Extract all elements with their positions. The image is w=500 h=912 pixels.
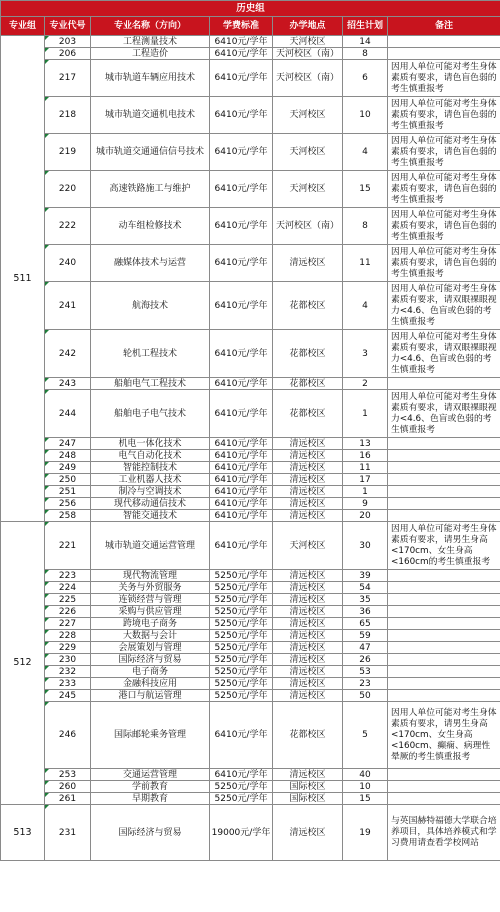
- table-row: [1, 510, 500, 522]
- campus-cell: 清远校区: [273, 462, 343, 474]
- note-cell: 与英国赫特福德大学联合培养项目，具体培养模式和学习费用请查看学校网站: [388, 805, 500, 861]
- fee-cell: 6410元/学年: [210, 378, 273, 390]
- fee-cell: 5250元/学年: [210, 690, 273, 702]
- plan-cell: 15: [343, 171, 388, 208]
- fee-cell: 6410元/学年: [210, 330, 273, 378]
- code-cell: 220: [45, 171, 91, 208]
- table-row: [1, 282, 500, 330]
- code-cell: 242: [45, 330, 91, 378]
- name-cell: 城市轨道交通运营管理: [91, 522, 210, 570]
- header-name: 专业名称（方向）: [91, 17, 210, 36]
- campus-cell: 清远校区: [273, 642, 343, 654]
- code-cell: 243: [45, 378, 91, 390]
- code-cell: 248: [45, 450, 91, 462]
- code-cell: 245: [45, 690, 91, 702]
- table-row: [1, 606, 500, 618]
- fee-cell: 5250元/学年: [210, 642, 273, 654]
- name-cell: 船舶电子电气技术: [91, 390, 210, 438]
- name-cell: 国际经济与贸易: [91, 805, 210, 861]
- code-cell: 256: [45, 498, 91, 510]
- table-row: [1, 594, 500, 606]
- plan-cell: 39: [343, 570, 388, 582]
- table-row: [1, 570, 500, 582]
- name-cell: 电子商务: [91, 666, 210, 678]
- name-cell: 智能控制技术: [91, 462, 210, 474]
- note-cell: [388, 630, 500, 642]
- campus-cell: 花都校区: [273, 282, 343, 330]
- name-cell: 现代物流管理: [91, 570, 210, 582]
- note-cell: [388, 510, 500, 522]
- table-row: [1, 486, 500, 498]
- name-cell: 会展策划与管理: [91, 642, 210, 654]
- header-row: [1, 17, 500, 36]
- fee-cell: 6410元/学年: [210, 97, 273, 134]
- campus-cell: 清远校区: [273, 630, 343, 642]
- code-cell: 223: [45, 570, 91, 582]
- fee-cell: 6410元/学年: [210, 498, 273, 510]
- name-cell: 智能交通技术: [91, 510, 210, 522]
- table-row: [1, 48, 500, 60]
- name-cell: 制冷与空调技术: [91, 486, 210, 498]
- fee-cell: 6410元/学年: [210, 486, 273, 498]
- code-cell: 261: [45, 793, 91, 805]
- name-cell: 连锁经营与管理: [91, 594, 210, 606]
- table-row: [1, 134, 500, 171]
- table-row: [1, 678, 500, 690]
- code-cell: 258: [45, 510, 91, 522]
- plan-cell: 20: [343, 510, 388, 522]
- campus-cell: 清远校区: [273, 450, 343, 462]
- campus-cell: 天河校区: [273, 134, 343, 171]
- table-row: [1, 97, 500, 134]
- name-cell: 融媒体技术与运营: [91, 245, 210, 282]
- table-row: [1, 378, 500, 390]
- campus-cell: 天河校区: [273, 97, 343, 134]
- name-cell: 采购与供应管理: [91, 606, 210, 618]
- plan-cell: 54: [343, 582, 388, 594]
- table-row: [1, 769, 500, 781]
- campus-cell: 清远校区: [273, 805, 343, 861]
- table-title: 历史组: [1, 1, 500, 17]
- note-cell: [388, 498, 500, 510]
- name-cell: 城市轨道交通机电技术: [91, 97, 210, 134]
- code-cell: 229: [45, 642, 91, 654]
- plan-cell: 5: [343, 702, 388, 769]
- table-row: [1, 654, 500, 666]
- fee-cell: 6410元/学年: [210, 208, 273, 245]
- fee-cell: 6410元/学年: [210, 522, 273, 570]
- table-row: [1, 498, 500, 510]
- note-cell: [388, 594, 500, 606]
- code-cell: 247: [45, 438, 91, 450]
- campus-cell: 天河校区: [273, 171, 343, 208]
- note-cell: [388, 666, 500, 678]
- note-cell: 因用人单位可能对考生身体素质有要求，请双眼裸眼视力<4.6、色盲或色弱的考生慎重报考: [388, 330, 500, 378]
- fee-cell: 6410元/学年: [210, 769, 273, 781]
- plan-cell: 53: [343, 666, 388, 678]
- plan-cell: 8: [343, 208, 388, 245]
- note-cell: [388, 793, 500, 805]
- code-cell: 246: [45, 702, 91, 769]
- code-cell: 206: [45, 48, 91, 60]
- plan-cell: 13: [343, 438, 388, 450]
- table-row: [1, 582, 500, 594]
- name-cell: 工程造价: [91, 48, 210, 60]
- fee-cell: 6410元/学年: [210, 510, 273, 522]
- plan-cell: 1: [343, 486, 388, 498]
- name-cell: 国际邮轮乘务管理: [91, 702, 210, 769]
- plan-cell: 3: [343, 330, 388, 378]
- table-row: [1, 522, 500, 570]
- plan-cell: 2: [343, 378, 388, 390]
- plan-cell: 30: [343, 522, 388, 570]
- campus-cell: 花都校区: [273, 330, 343, 378]
- fee-cell: 5250元/学年: [210, 666, 273, 678]
- fee-cell: 19000元/学年: [210, 805, 273, 861]
- table-row: [1, 642, 500, 654]
- name-cell: 现代移动通信技术: [91, 498, 210, 510]
- name-cell: 机电一体化技术: [91, 438, 210, 450]
- note-cell: 因用人单位可能对考生身体素质有要求，请色盲色弱的考生慎重报考: [388, 208, 500, 245]
- fee-cell: 5250元/学年: [210, 793, 273, 805]
- note-cell: 因用人单位可能对考生身体素质有要求，请双眼裸眼视力<4.6、色盲或色弱的考生慎重报考: [388, 390, 500, 438]
- table-row: [1, 171, 500, 208]
- name-cell: 关务与外贸服务: [91, 582, 210, 594]
- note-cell: 因用人单位可能对考生身体素质有要求，请色盲色弱的考生慎重报考: [388, 60, 500, 97]
- header-plan: 招生计划: [343, 17, 388, 36]
- table-row: [1, 245, 500, 282]
- table-row: [1, 630, 500, 642]
- note-cell: [388, 582, 500, 594]
- note-cell: [388, 781, 500, 793]
- name-cell: 工程测量技术: [91, 36, 210, 48]
- note-cell: [388, 606, 500, 618]
- note-cell: [388, 438, 500, 450]
- name-cell: 国际经济与贸易: [91, 654, 210, 666]
- code-cell: 219: [45, 134, 91, 171]
- campus-cell: 清远校区: [273, 245, 343, 282]
- header-campus: 办学地点: [273, 17, 343, 36]
- name-cell: 城市轨道交通通信信号技术: [91, 134, 210, 171]
- campus-cell: 天河校区（南）: [273, 208, 343, 245]
- fee-cell: 5250元/学年: [210, 606, 273, 618]
- note-cell: [388, 654, 500, 666]
- plan-cell: 40: [343, 769, 388, 781]
- fee-cell: 6410元/学年: [210, 474, 273, 486]
- code-cell: 240: [45, 245, 91, 282]
- code-cell: 231: [45, 805, 91, 861]
- plan-cell: 6: [343, 60, 388, 97]
- campus-cell: 天河校区: [273, 36, 343, 48]
- plan-cell: 8: [343, 48, 388, 60]
- note-cell: [388, 48, 500, 60]
- code-cell: 203: [45, 36, 91, 48]
- name-cell: 港口与航运管理: [91, 690, 210, 702]
- note-cell: [388, 36, 500, 48]
- campus-cell: 清远校区: [273, 666, 343, 678]
- fee-cell: 5250元/学年: [210, 678, 273, 690]
- name-cell: 高速铁路施工与维护: [91, 171, 210, 208]
- table-row: [1, 438, 500, 450]
- note-cell: [388, 450, 500, 462]
- note-cell: [388, 474, 500, 486]
- note-cell: 因用人单位可能对考生身体素质有要求，请男生身高<170cm、女生身高<160cm的考生慎重报考: [388, 522, 500, 570]
- plan-cell: 15: [343, 793, 388, 805]
- plan-cell: 9: [343, 498, 388, 510]
- note-cell: [388, 378, 500, 390]
- table-row: [1, 805, 500, 861]
- fee-cell: 6410元/学年: [210, 134, 273, 171]
- campus-cell: 清远校区: [273, 654, 343, 666]
- campus-cell: 天河校区（南）: [273, 60, 343, 97]
- table-row: [1, 390, 500, 438]
- name-cell: 城市轨道车辆应用技术: [91, 60, 210, 97]
- name-cell: 交通运营管理: [91, 769, 210, 781]
- code-cell: 251: [45, 486, 91, 498]
- group-cell: 513: [1, 805, 45, 861]
- fee-cell: 5250元/学年: [210, 570, 273, 582]
- plan-cell: 14: [343, 36, 388, 48]
- campus-cell: 清远校区: [273, 438, 343, 450]
- code-cell: 241: [45, 282, 91, 330]
- code-cell: 222: [45, 208, 91, 245]
- fee-cell: 6410元/学年: [210, 245, 273, 282]
- fee-cell: 6410元/学年: [210, 702, 273, 769]
- campus-cell: 清远校区: [273, 474, 343, 486]
- note-cell: [388, 678, 500, 690]
- code-cell: 224: [45, 582, 91, 594]
- campus-cell: 花都校区: [273, 390, 343, 438]
- campus-cell: 清远校区: [273, 618, 343, 630]
- plan-cell: 17: [343, 474, 388, 486]
- fee-cell: 6410元/学年: [210, 390, 273, 438]
- plan-cell: 11: [343, 462, 388, 474]
- note-cell: 因用人单位可能对考生身体素质有要求，请男生身高<170cm、女生身高<160cm、癫痫、病理性晕厥的考生慎重报考: [388, 702, 500, 769]
- name-cell: 学前教育: [91, 781, 210, 793]
- table-row: [1, 666, 500, 678]
- note-cell: [388, 690, 500, 702]
- fee-cell: 5250元/学年: [210, 654, 273, 666]
- note-cell: [388, 570, 500, 582]
- plan-cell: 10: [343, 97, 388, 134]
- code-cell: 233: [45, 678, 91, 690]
- fee-cell: 6410元/学年: [210, 462, 273, 474]
- fee-cell: 5250元/学年: [210, 582, 273, 594]
- table-row: [1, 462, 500, 474]
- table-row: [1, 60, 500, 97]
- code-cell: 221: [45, 522, 91, 570]
- campus-cell: 国际校区: [273, 781, 343, 793]
- campus-cell: 清远校区: [273, 606, 343, 618]
- code-cell: 227: [45, 618, 91, 630]
- code-cell: 217: [45, 60, 91, 97]
- code-cell: 253: [45, 769, 91, 781]
- plan-cell: 23: [343, 678, 388, 690]
- name-cell: 工业机器人技术: [91, 474, 210, 486]
- header-code: 专业代号: [45, 17, 91, 36]
- note-cell: [388, 486, 500, 498]
- group-cell: 511: [1, 36, 45, 522]
- name-cell: 早期教育: [91, 793, 210, 805]
- name-cell: 跨境电子商务: [91, 618, 210, 630]
- fee-cell: 6410元/学年: [210, 450, 273, 462]
- table-row: [1, 208, 500, 245]
- code-cell: 232: [45, 666, 91, 678]
- code-cell: 244: [45, 390, 91, 438]
- fee-cell: 6410元/学年: [210, 36, 273, 48]
- fee-cell: 5250元/学年: [210, 630, 273, 642]
- plan-cell: 26: [343, 654, 388, 666]
- table-row: [1, 702, 500, 769]
- code-cell: 226: [45, 606, 91, 618]
- plan-cell: 16: [343, 450, 388, 462]
- header-group: 专业组: [1, 17, 45, 36]
- table-row: [1, 36, 500, 48]
- campus-cell: 国际校区: [273, 793, 343, 805]
- campus-cell: 清远校区: [273, 570, 343, 582]
- plan-cell: 50: [343, 690, 388, 702]
- fee-cell: 6410元/学年: [210, 171, 273, 208]
- fee-cell: 5250元/学年: [210, 618, 273, 630]
- header-note: 备注: [388, 17, 500, 36]
- note-cell: 因用人单位可能对考生身体素质有要求，请双眼裸眼视力<4.6、色盲或色弱的考生慎重报考: [388, 282, 500, 330]
- campus-cell: 清远校区: [273, 690, 343, 702]
- table-row: [1, 781, 500, 793]
- fee-cell: 5250元/学年: [210, 594, 273, 606]
- code-cell: 260: [45, 781, 91, 793]
- campus-cell: 清远校区: [273, 678, 343, 690]
- campus-cell: 清远校区: [273, 498, 343, 510]
- code-cell: 249: [45, 462, 91, 474]
- note-cell: 因用人单位可能对考生身体素质有要求，请色盲色弱的考生慎重报考: [388, 134, 500, 171]
- name-cell: 船舶电气工程技术: [91, 378, 210, 390]
- plan-cell: 59: [343, 630, 388, 642]
- name-cell: 航海技术: [91, 282, 210, 330]
- note-cell: [388, 769, 500, 781]
- fee-cell: 6410元/学年: [210, 438, 273, 450]
- note-cell: [388, 642, 500, 654]
- table-body: [1, 36, 500, 861]
- note-cell: [388, 462, 500, 474]
- plan-cell: 1: [343, 390, 388, 438]
- campus-cell: 清远校区: [273, 582, 343, 594]
- name-cell: 电气自动化技术: [91, 450, 210, 462]
- campus-cell: 天河校区（南）: [273, 48, 343, 60]
- plan-cell: 35: [343, 594, 388, 606]
- campus-cell: 清远校区: [273, 769, 343, 781]
- fee-cell: 6410元/学年: [210, 282, 273, 330]
- plan-cell: 47: [343, 642, 388, 654]
- group-cell: 512: [1, 522, 45, 805]
- table-row: [1, 330, 500, 378]
- code-cell: 250: [45, 474, 91, 486]
- plan-cell: 4: [343, 282, 388, 330]
- campus-cell: 天河校区: [273, 522, 343, 570]
- note-cell: 因用人单位可能对考生身体素质有要求，请色盲色弱的考生慎重报考: [388, 97, 500, 134]
- name-cell: 金融科技应用: [91, 678, 210, 690]
- header-fee: 学费标准: [210, 17, 273, 36]
- campus-cell: 花都校区: [273, 378, 343, 390]
- campus-cell: 清远校区: [273, 510, 343, 522]
- fee-cell: 6410元/学年: [210, 60, 273, 97]
- plan-cell: 36: [343, 606, 388, 618]
- campus-cell: 清远校区: [273, 594, 343, 606]
- note-cell: [388, 618, 500, 630]
- note-cell: 因用人单位可能对考生身体素质有要求，请色盲色弱的考生慎重报考: [388, 245, 500, 282]
- name-cell: 大数据与会计: [91, 630, 210, 642]
- table-row: [1, 618, 500, 630]
- plan-cell: 10: [343, 781, 388, 793]
- fee-cell: 6410元/学年: [210, 48, 273, 60]
- code-cell: 225: [45, 594, 91, 606]
- code-cell: 228: [45, 630, 91, 642]
- name-cell: 动车组检修技术: [91, 208, 210, 245]
- fee-cell: 5250元/学年: [210, 781, 273, 793]
- code-cell: 218: [45, 97, 91, 134]
- name-cell: 轮机工程技术: [91, 330, 210, 378]
- plan-cell: 19: [343, 805, 388, 861]
- note-cell: 因用人单位可能对考生身体素质有要求，请色盲色弱的考生慎重报考: [388, 171, 500, 208]
- plan-cell: 11: [343, 245, 388, 282]
- table-row: [1, 450, 500, 462]
- table-row: [1, 690, 500, 702]
- plan-cell: 65: [343, 618, 388, 630]
- plan-cell: 4: [343, 134, 388, 171]
- table-row: [1, 793, 500, 805]
- code-cell: 230: [45, 654, 91, 666]
- campus-cell: 清远校区: [273, 486, 343, 498]
- table-row: [1, 474, 500, 486]
- campus-cell: 花都校区: [273, 702, 343, 769]
